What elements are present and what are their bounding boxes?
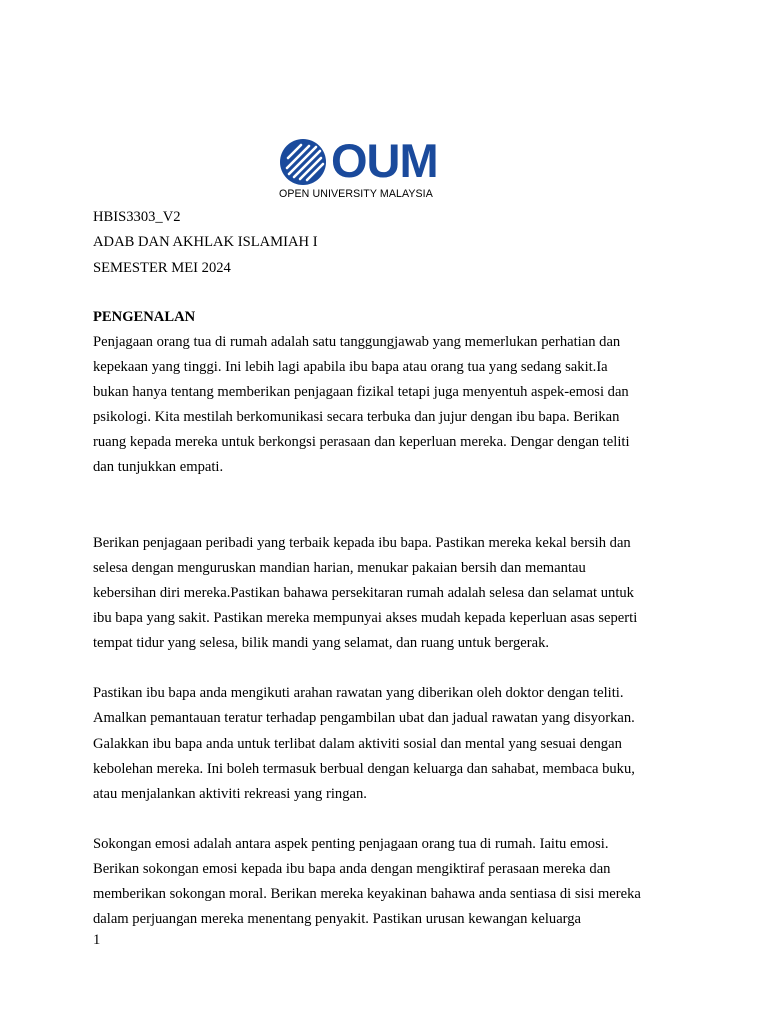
paragraph-line: ibu bapa yang sakit. Pastikan mereka mempunyai akses mudah kepada keperluan asas seperti	[93, 610, 638, 626]
paragraph-line: psikologi. Kita mestilah berkomunikasi secara terbuka dan jujur dengan ibu bapa. Berikan	[93, 409, 620, 425]
paragraph-line: kebolehan mereka. Ini boleh termasuk berbual dengan keluarga dan sahabat, membaca buku,	[93, 761, 635, 777]
logo-wordmark: OUM	[331, 134, 438, 187]
paragraph-line: Sokongan emosi adalah antara aspek penting penjagaan orang tua di rumah. Iaitu emosi.	[93, 836, 609, 852]
paragraph-line: kebersihan diri mereka.Pastikan bahawa persekitaran rumah adalah selesa dan selamat untuk	[93, 585, 634, 601]
paragraph-line: dalam perjuangan mereka menentang penyakit. Pastikan urusan kewangan keluarga	[93, 911, 582, 927]
paragraph-line: memberikan sokongan moral. Berikan mereka keyakinan bahawa anda sentiasa di sisi mereka	[93, 886, 641, 902]
paragraph-line: atau menjalankan aktiviti rekreasi yang ringan.	[93, 786, 367, 802]
paragraph-line: dan tunjukkan empati.	[93, 459, 224, 475]
paragraph-line: selesa dengan menguruskan mandian harian, menukar pakaian bersih dan memantau	[93, 560, 586, 576]
paragraph-line: kepekaan yang tinggi. Ini lebih lagi apabila ibu bapa atau orang tua yang sedang sakit.Ia	[93, 359, 608, 375]
oum-globe-icon	[279, 138, 327, 186]
paragraph-line: Berikan penjagaan peribadi yang terbaik kepada ibu bapa. Pastikan mereka kekal bersih dan	[93, 535, 631, 551]
paragraph-line: Berikan sokongan emosi kepada ibu bapa anda dengan mengiktiraf perasaan mereka dan	[93, 861, 611, 877]
course-title: ADAB DAN AKHLAK ISLAMIAH I	[93, 234, 318, 250]
paragraph-line: Pastikan ibu bapa anda mengikuti arahan rawatan yang diberikan oleh doktor dengan teliti.	[93, 685, 624, 701]
paragraph-line: Amalkan pemantauan teratur terhadap pengambilan ubat dan jadual rawatan yang disyorkan.	[93, 710, 635, 726]
paragraph-line: Penjagaan orang tua di rumah adalah satu tanggungjawab yang memerlukan perhatian dan	[93, 334, 621, 350]
paragraph-line: ruang kepada mereka untuk berkongsi perasaan dan keperluan mereka. Dengar dengan teliti	[93, 434, 630, 450]
oum-logo	[279, 134, 451, 202]
section-heading: PENGENALAN	[93, 309, 196, 325]
semester: SEMESTER MEI 2024	[93, 260, 231, 276]
paragraph-line: tempat tidur yang selesa, bilik mandi yang selamat, dan ruang untuk bergerak.	[93, 635, 550, 651]
paragraph-line: bukan hanya tentang memberikan penjagaan fizikal tetapi juga menyentuh aspek-emosi dan	[93, 384, 629, 400]
logo-subtitle: OPEN UNIVERSITY MALAYSIA	[279, 188, 433, 200]
course-code: HBIS3303_V2	[93, 209, 181, 225]
paragraph-line: Galakkan ibu bapa anda untuk terlibat dalam aktiviti sosial dan mental yang sesuai dengan	[93, 736, 622, 752]
page-number: 1	[93, 932, 101, 948]
